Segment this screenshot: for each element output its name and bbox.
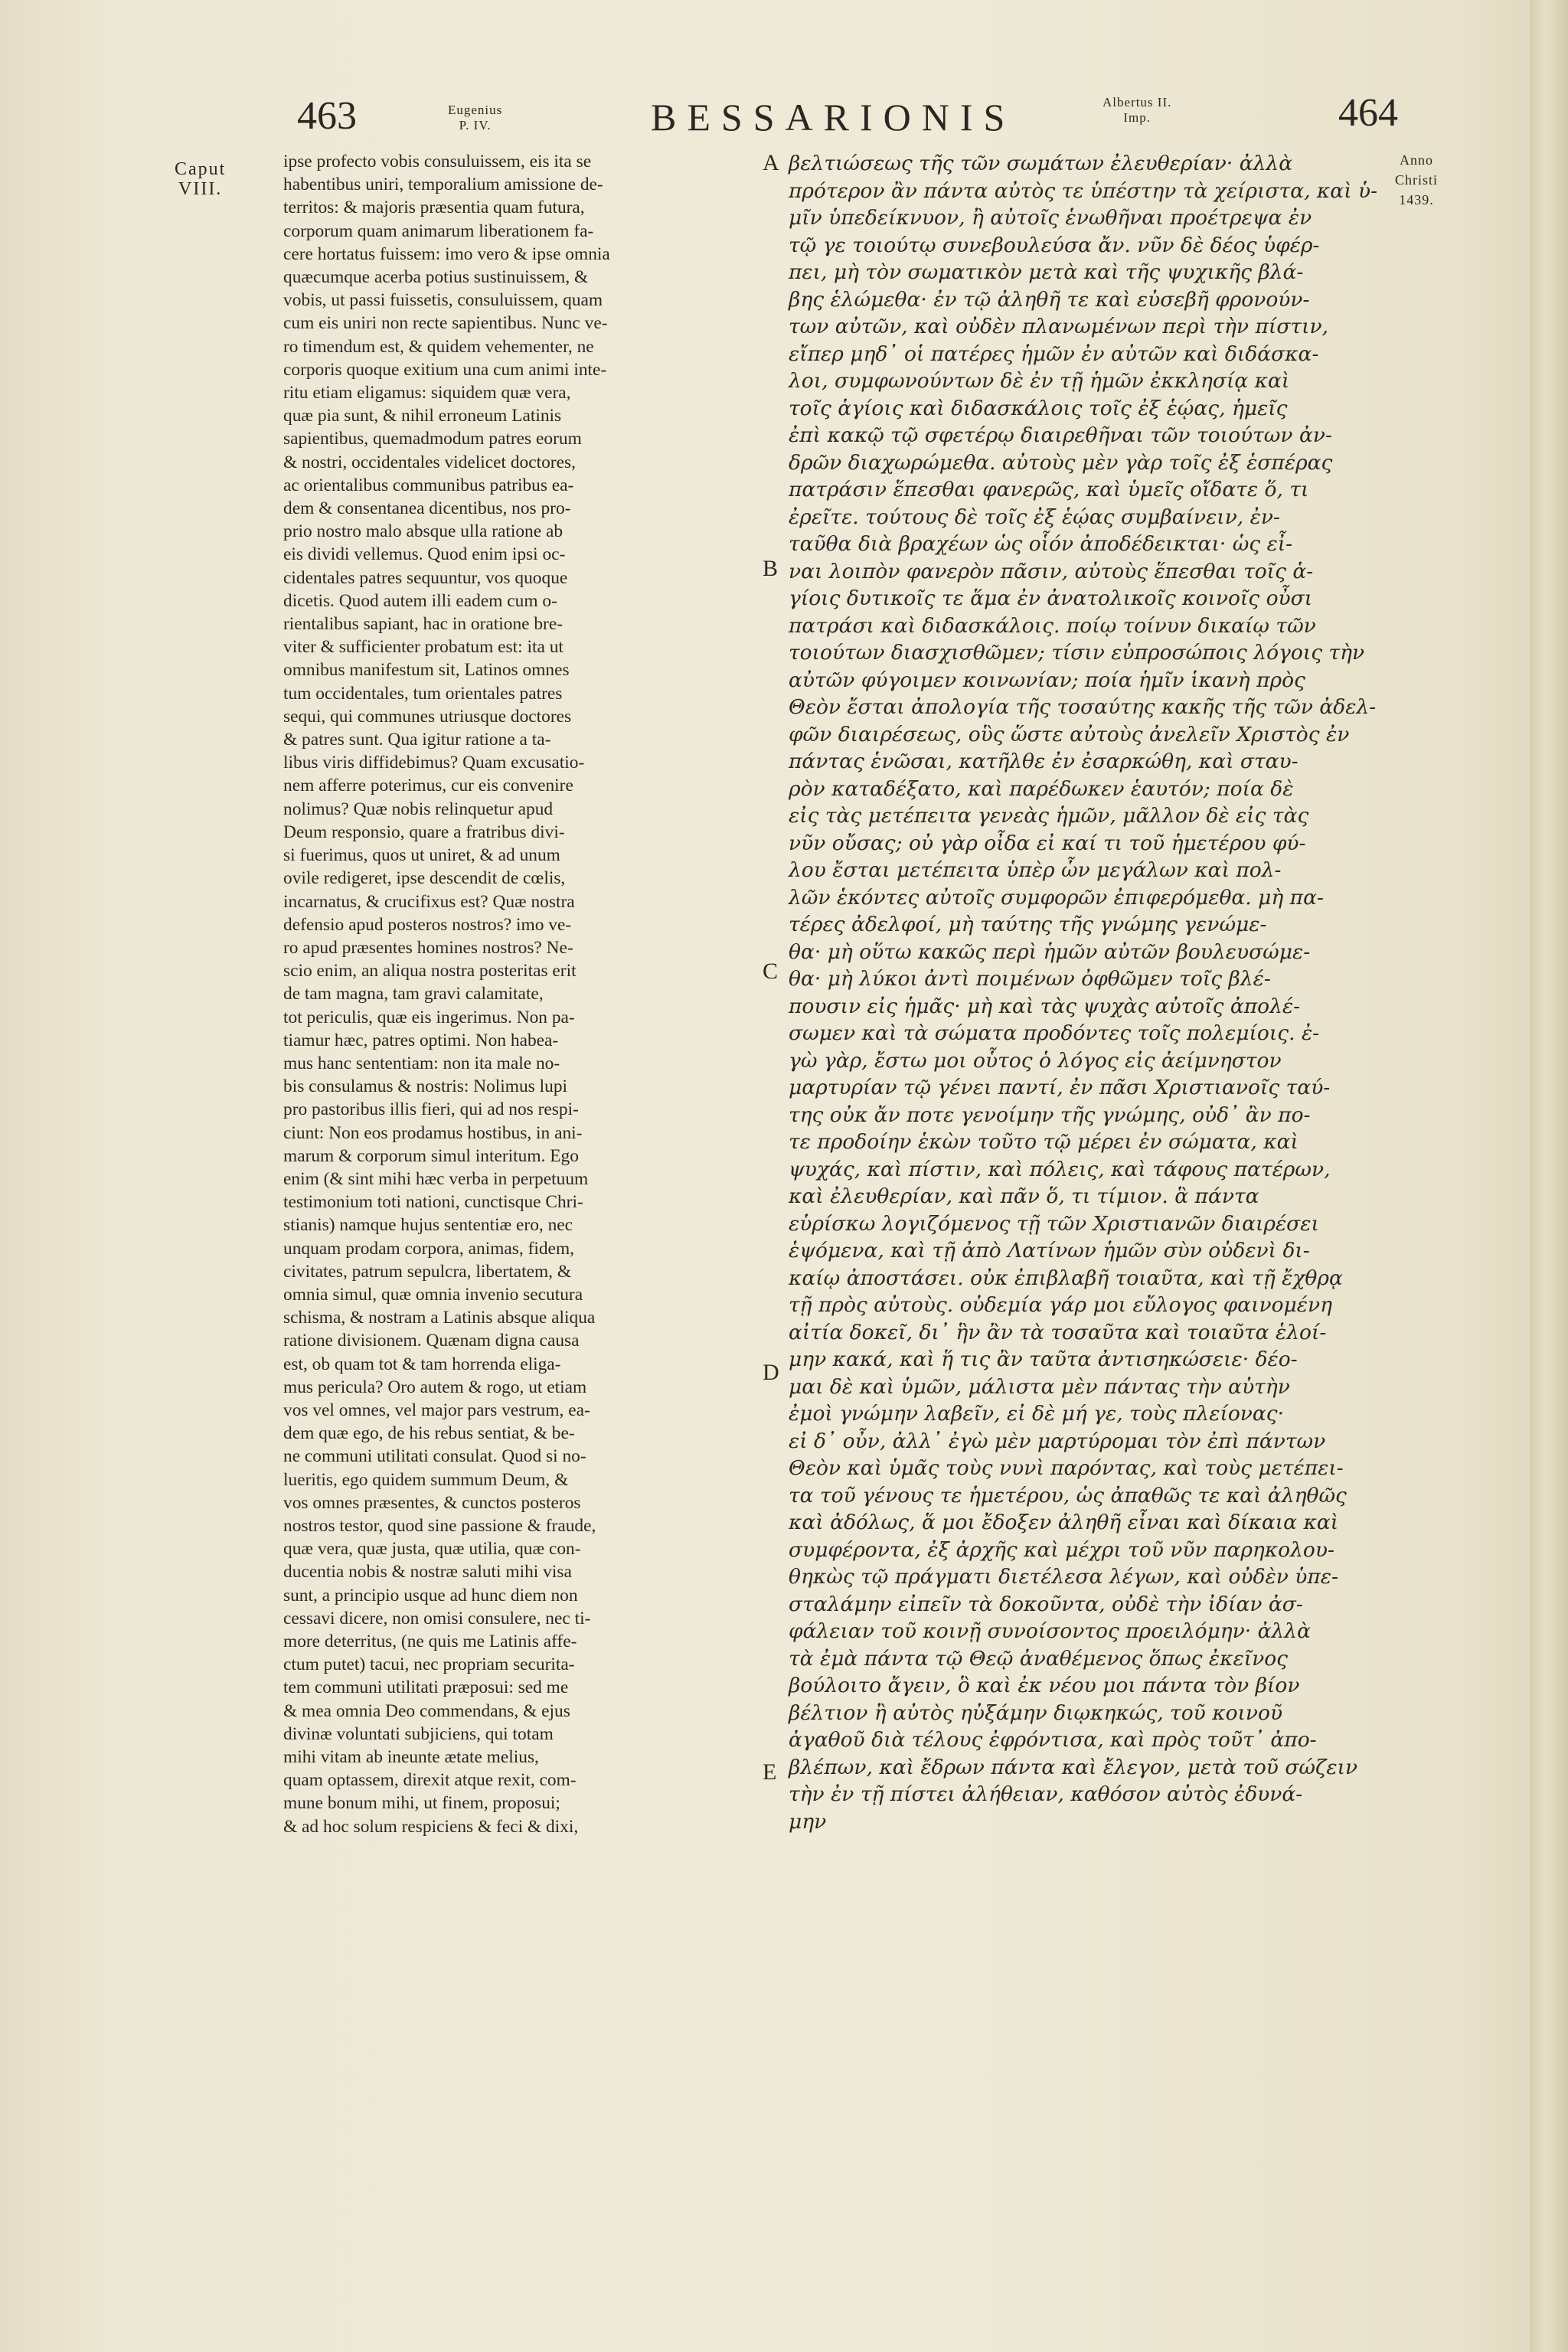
greek-text-line: τὰ ἐμὰ πάντα τῷ Θεῷ ἀναθέμενος ὅπως ἐκεῖνος [789,1646,1289,1671]
pope-number: P. IV. [459,118,492,132]
latin-text-line: tot periculis, quæ eis ingerimus. Non pa- [283,1007,575,1027]
latin-text-line: civitates, patrum sepulcra, libertatem, & [283,1261,572,1282]
latin-text-line: unquam prodam corpora, animas, fidem, [283,1238,574,1259]
latin-text-line: cessavi dicere, non omisi consulere, nec ti- [283,1608,591,1628]
caput-label: Caput [175,159,227,179]
greek-text-line: τε προδοίην ἑκὼν τοῦτο τῷ μέρει ἐν σώματα, καὶ [789,1130,1298,1154]
greek-text-line: φῶν διαιρέσεως, οὓς ὥστε αὐτοὺς ἀνελεῖν Χριστὸς ἐν [789,722,1350,746]
latin-text-line: pro pastoribus illis fieri, qui ad nos respi- [283,1099,579,1120]
greek-text-line: τὴν ἐν τῇ πίστει ἀλήθειαν, καθόσον αὐτὸς ἐδυνά- [789,1782,1303,1806]
greek-text-line: λῶν ἑκόντες αὐτοῖς συμφορῶν ἐπιφερόμεθα. μὴ πα- [789,885,1324,910]
latin-text-line: sunt, a principio usque ad hunc diem non [283,1585,578,1606]
greek-text-line: φάλειαν τοῦ κοινῇ συνοίσοντος προειλόμην· ἀλλὰ [789,1619,1311,1643]
latin-text-line: ducentia nobis & nostræ saluti mihi visa [283,1562,572,1583]
greek-text-line: πάντας ἑνῶσαι, κατῆλθε ἐν ἐσαρκώθη, καὶ σταυ- [789,750,1298,773]
latin-text-line: corporum quam animarum liberationem fa- [283,220,594,241]
greek-text-line: βελτιώσεως τῆς τῶν σωμάτων ἐλευθερίαν· ἀλλὰ [789,152,1293,175]
latin-text-line: lueritis, ego quidem summum Deum, & [283,1469,569,1490]
greek-text-line: ἀγαθοῦ διὰ τέλους ἐφρόντισα, καὶ πρὸς τοῦτ᾽ ἀπο- [789,1728,1317,1752]
latin-text-line: Deum responsio, quare a fratribus divi- [283,822,565,842]
latin-text-line: defensio apud posteros nostros? imo ve- [283,914,572,935]
latin-text-line: quæ vera, quæ justa, quæ utilia, quæ con- [283,1539,581,1560]
latin-text-line: cum eis uniri non recte sapientibus. Nunc ve- [283,313,608,334]
greek-text-line: θα· μὴ λύκοι ἀντὶ ποιμένων ὀφθῶμεν τοῖς βλέ- [789,967,1271,991]
greek-text-line: εἰς τὰς μετέπειτα γενεὰς ἡμῶν, μᾶλλον δὲ εἰς τὰς [789,804,1309,828]
greek-text-line: ψυχάς, καὶ πίστιν, καὶ πόλεις, καὶ τάφους πατέρων, [789,1157,1331,1181]
greek-text-line: της οὐκ ἄν ποτε γενοίμην τῆς γνώμης, οὐδ᾽ ἂν πο- [789,1102,1311,1127]
greek-text-line: ρὸν καταδέξατο, καὶ παρέδωκεν ἑαυτόν; ποία δὲ [789,776,1294,801]
greek-text-line: τέρες ἀδελφοί, μὴ ταύτης τῆς γνώμης γενώμε- [789,913,1267,936]
greek-text-line: πατράσι καὶ διδασκάλοις. ποίῳ τοίνυν δικαίῳ τῶν [789,613,1316,638]
latin-text-line: rientalibus sapiant, hac in oratione bre- [283,614,564,635]
latin-text-line: incarnatus, & crucifixus est? Quæ nostra [283,891,575,912]
greek-text-line: ταῦθα διὰ βραχέων ὡς οἷόν ἀποδέδεικται· ὡς εἶ- [789,532,1293,556]
greek-text-line: ἑψόμενα, καὶ τῇ ἀπὸ Λατίνων ἡμῶν σὺν οὐδενὶ δι- [789,1239,1310,1263]
latin-text-line: divinæ voluntati subjiciens, qui totam [283,1723,554,1744]
year-label: 1439. [1399,192,1434,207]
greek-text-line: πουσιν εἰς ἡμᾶς· μὴ καὶ τὰς ψυχὰς αὐτοῖς ἀπολέ- [789,994,1301,1018]
latin-text-line: schisma, & nostram a Latinis absque aliqua [283,1308,596,1328]
latin-text-line: tum occidentales, tum orientales patres [283,683,563,704]
running-head-right [1102,95,1171,126]
latin-text-line: nem afferre poterimus, cur eis convenire [283,776,573,796]
greek-text-line: καὶ ἀδόλως, ἅ μοι ἔδοξεν ἀληθῆ εἶναι καὶ δίκαια καὶ [789,1511,1339,1534]
pope-label: Eugenius [448,103,503,117]
latin-column [283,150,743,1838]
latin-text-line: bis consulamus & nostris: Nolimus lupi [283,1076,568,1097]
greek-text-line: σωμεν καὶ τὰ σώματα προδόντες τοῖς πολεμίοις. ἐ- [789,1021,1320,1045]
greek-text-line: θα· μὴ οὕτω κακῶς περὶ ἡμῶν αὐτῶν βουλευσώμε- [789,939,1311,964]
latin-text-line: cidentales patres sequuntur, vos quoque [283,567,568,588]
section-marker-b: B [763,556,779,581]
greek-text-line: εὑρίσκω λογιζόμενος τῇ τῶν Χριστιανῶν διαιρέσει [789,1211,1319,1236]
page-number-left: 463 [297,94,357,138]
latin-text-line: de tam magna, tam gravi calamitate, [283,984,544,1004]
latin-text-line: ipse profecto vobis consuluissem, eis ita se [283,152,592,172]
latin-text-line: sapientibus, quemadmodum patres eorum [283,429,582,449]
latin-text-line: corporis quoque exitium una cum animi inte- [283,359,607,380]
greek-text-line: αἰτία δοκεῖ, δι᾽ ἣν ἂν τὰ τοσαῦτα καὶ τοιαῦτα ἑλοί- [789,1320,1327,1344]
page-number-right: 464 [1338,91,1398,135]
latin-text-line: tiamur hæc, patres optimi. Non habea- [283,1030,559,1050]
latin-text-line: & mea omnia Deo commendans, & ejus [283,1700,570,1721]
latin-text-line: ritu etiam eligamus: siquidem quæ vera, [283,383,571,403]
latin-text-line: est, ob quam tot & tam horrenda eliga- [283,1354,561,1374]
latin-text-line: testimonium toti nationi, cunctisque Chri- [283,1192,583,1213]
latin-text-line: cere hortatus fuissem: imo vero & ipse omnia [283,243,610,264]
greek-text-line: πει, μὴ τὸν σωματικὸν μετὰ καὶ τῆς ψυχικῆς βλά- [789,260,1304,284]
section-marker-d: D [763,1360,779,1385]
greek-text-line: σταλάμην εἰπεῖν τὰ δοκοῦντα, οὐδὲ τὴν ἰδίαν ἀσ- [789,1592,1303,1616]
greek-text-line: μαρτυρίαν τῷ γένει παντί, ἐν πᾶσι Χριστιανοῖς ταύ- [789,1076,1331,1099]
greek-text-line: ἐρεῖτε. τούτους δὲ τοῖς ἐξ ἑῴας συμβαίνειν, ἐν- [789,505,1280,529]
page-title: BESSARIONIS [651,96,1016,139]
latin-text-line: ac orientalibus communibus patribus ea- [283,475,574,495]
section-marker-a: A [763,150,779,175]
section-marker-e: E [763,1759,777,1785]
greek-text-line: τῷ γε τοιούτῳ συνεβουλεύσα ἄν. νῦν δὲ δέος ὑφέρ- [789,233,1320,257]
latin-text-line: mihi vitam ab ineunte ætate melius, [283,1747,539,1768]
latin-text-line: libus viris diffidebimus? Quam excusatio- [283,753,585,773]
greek-text-line: πρότερον ἂν πάντα αὐτὸς τε ὑπέστην τὰ χείριστα, καὶ ὑ- [789,178,1378,203]
latin-text-line: tem communi utilitati præposui: sed me [283,1677,569,1698]
greek-text-line: αὐτῶν φύγοιμεν κοινωνίαν; ποία ἡμῖν ἱκανὴ πρὸς [789,668,1305,692]
latin-text-line: si fuerimus, quos ut uniret, & ad unum [283,845,560,866]
latin-text-line: & patres sunt. Qua igitur ratione a ta- [283,730,551,750]
greek-text-line: τῇ πρὸς αὐτοὺς. οὐδεμία γάρ μοι εὔλογος φαινομένη [789,1293,1332,1317]
greek-text-line: μῖν ὑπεδείκνυον, ἢ αὐτοῖς ἑνωθῆναι προέτρεψα ἐν [789,206,1312,230]
greek-text-line: ἐμοὶ γνώμην λαβεῖν, εἰ δὲ μή γε, τοὺς πλείονας· [789,1402,1285,1426]
latin-text-line: ovile redigeret, ipse descendit de cœlis, [283,868,566,889]
latin-text-line: mus pericula? Oro autem & rogo, ut etiam [283,1377,587,1397]
greek-column [789,150,1386,1835]
greek-text-line: καίῳ ἀποστάσει. οὐκ ἐπιβλαβῆ τοιαῦτα, καὶ τῇ ἔχθρᾳ [789,1266,1343,1290]
latin-text-line: ro timendum est, & quidem vehementer, ne [283,336,594,357]
latin-text-line: ctum putet) tacui, nec propriam securita- [283,1655,575,1675]
latin-text-line: quam optassem, direxit atque rexit, com- [283,1770,577,1791]
latin-text-line: habentibus uniri, temporalium amissione de- [283,175,603,195]
greek-text-line: βλέπων, καὶ ἔδρων πάντα καὶ ἔλεγον, μετὰ τοῦ σώζειν [789,1755,1358,1779]
latin-text-line: vos omnes præsentes, & cunctos posteros [283,1492,581,1513]
latin-text-line: & nostri, occidentales videlicet doctores, [283,452,576,472]
emperor-title: Imp. [1123,110,1151,125]
latin-text-line: viter & sufficienter probatum est: ita ut [283,637,564,658]
christi-label: Christi [1395,172,1439,188]
greek-text-line: θηκὼς τῷ πράγματι διετέλεσα λέγων, καὶ οὐδὲν ὑπε- [789,1565,1338,1589]
greek-text-line: μην κακά, καὶ ἥ τις ἂν ταῦτα ἀντισηκώσειε· δέο- [789,1348,1298,1371]
latin-text-line: ciunt: Non eos prodamus hostibus, in ani- [283,1122,583,1143]
greek-text-line: ναι λοιπὸν φανερὸν πᾶσιν, αὐτοὺς ἕπεσθαι τοῖς ἁ- [789,559,1314,583]
emperor-label: Albertus II. [1102,95,1172,109]
latin-text-line: omnibus manifestum sit, Latinos omnes [283,660,570,681]
latin-text-line: dem & consentanea dicentibus, nos pro- [283,498,571,519]
latin-text-line: ne communi utilitati consulat. Quod si no- [283,1446,586,1467]
greek-text-line: μην [789,1809,827,1834]
greek-text-line: νῦν οὔσας; οὐ γὰρ οἶδα εἰ καί τι τοῦ ἡμετέρου φύ- [789,831,1306,855]
anno-label: Anno [1400,152,1433,168]
greek-text-line: γίοις δυτικοῖς τε ἅμα ἐν ἀνατολικοῖς κοινοῖς οὖσι [789,586,1313,610]
latin-text-line: marum & corporum simul interitum. Ego [283,1145,579,1166]
greek-text-line: βης ἑλώμεθα· ἐν τῷ ἀληθῆ τε καὶ εὐσεβῆ φρονούν- [789,287,1310,312]
greek-text-line: εἴπερ μηδ᾽ οἱ πατέρες ἡμῶν ἐν αὐτῶν καὶ διδάσκα- [789,341,1319,366]
latin-text-line: stianis) namque hujus sententiæ ero, nec [283,1215,573,1236]
greek-text-line: δρῶν διαχωρώμεθα. αὐτοὺς μὲν γὰρ τοῖς ἐξ ἑσπέρας [789,450,1333,475]
greek-text-line: Θεὸν ἔσται ἀπολογία τῆς τοσαύτης κακῆς τῆς τῶν ἀδελ- [789,695,1377,719]
greek-text-line: ἐπὶ κακῷ τῷ σφετέρῳ διαιρεθῆναι τῶν τοιούτων ἀν- [789,423,1332,447]
greek-text-line: μαι δὲ καὶ ὑμῶν, μάλιστα μὲν πάντας τὴν αὐτὴν [789,1374,1290,1399]
latin-text-line: more deterritus, (ne quis me Latinis affe- [283,1632,577,1651]
section-marker-c: C [763,959,779,984]
greek-text-line: τοῖς ἁγίοις καὶ διδασκάλοις τοῖς ἐξ ἑῴας, ἡμεῖς [789,396,1288,420]
greek-text-line: των αὐτῶν, καὶ οὐδὲν πλανωμένων περὶ τὴν πίστιν, [789,315,1328,338]
greek-text-line: λοι, συμφωνούντων δὲ ἐν τῇ ἡμῶν ἐκκλησίᾳ καὶ [789,369,1290,393]
latin-text-line: enim (& sint mihi hæc verba in perpetuum [283,1168,589,1189]
year-marker [1395,150,1438,210]
greek-text-line: Θεὸν καὶ ὑμᾶς τοὺς νυνὶ παρόντας, καὶ τοὺς μετέπει- [789,1456,1344,1480]
greek-text-line: πατράσιν ἕπεσθαι φανερῶς, καὶ ὑμεῖς οἴδατε ὅ, τι [789,478,1309,501]
chapter-marker [175,159,226,199]
facing-page-edge [1530,0,1568,2352]
latin-text-line: mune bonum mihi, ut finem, proposui; [283,1793,560,1814]
greek-text-line: καὶ ἐλευθερίαν, καὶ πᾶν ὅ, τι τίμιον. ἃ πάντα [789,1184,1259,1208]
latin-text-line: nolimus? Quæ nobis relinquetur apud [283,799,554,819]
greek-text-line: εἰ δ᾽ οὖν, ἀλλ᾽ ἐγὼ μὲν μαρτύρομαι τὸν ἐπὶ πάντων [789,1429,1326,1453]
latin-text-line: prio nostro malo absque ulla ratione ab [283,521,564,542]
latin-text-line: quæcumque acerba potius sustinuissem, & [283,267,589,288]
greek-text-line: τα τοῦ γένους τε ἡμετέρου, ὡς ἀπαθῶς τε καὶ ἀληθῶς [789,1483,1347,1508]
latin-text-line: & ad hoc solum respiciens & feci & dixi, [283,1816,579,1837]
latin-text-line: ratione divisionem. Quænam digna causa [283,1331,580,1351]
greek-text-line: λου ἔσται μετέπειτα ὑπὲρ ὧν μεγάλων καὶ πολ- [789,858,1282,882]
latin-text-line: quæ pia sunt, & nihil erroneum Latinis [283,406,562,426]
latin-text-line: territos: & majoris præsentia quam futura, [283,198,585,218]
latin-text-line: scio enim, an aliqua nostra posteritas erit [283,961,577,982]
latin-text-line: sequi, qui communes utriusque doctores [283,706,572,727]
running-head-left [448,103,502,133]
latin-text-line: mus hanc sententiam: non ita male no- [283,1053,560,1073]
latin-text-line: dem quæ ego, de his rebus sentiat, & be- [283,1423,575,1444]
latin-text-line: vos vel omnes, vel major pars vestrum, ea- [283,1400,590,1420]
latin-text-line: dicetis. Quod autem illi eadem cum o- [283,590,557,611]
latin-text-line: eis dividi vellemus. Quod enim ipsi oc- [283,544,566,565]
greek-text-line: συμφέροντα, ἐξ ἀρχῆς καὶ μέχρι τοῦ νῦν παρηκολου- [789,1537,1334,1562]
greek-text-line: γὼ γὰρ, ἔστω μοι οὗτος ὁ λόγος εἰς ἀείμνηστον [789,1048,1282,1073]
greek-text-line: βούλοιτο ἄγειν, ὃ καὶ ἐκ νέου μοι πάντα τὸν βίον [789,1674,1300,1697]
latin-text-line: nostros testor, quod sine passione & fraude, [283,1515,596,1536]
greek-text-line: τοιούτων διασχισθῶμεν; τίσιν εὐπροσώποις λόγοις τὴν [789,641,1365,665]
chapter-number: VIII. [178,179,223,199]
latin-text-line: omnia simul, quæ omnia invenio secutura [283,1284,583,1305]
latin-text-line: vobis, ut passi fuissetis, consuluissem, quam [283,290,603,311]
greek-text-line: βέλτιον ἢ αὐτὸς ηὐξάμην διῳκηκώς, τοῦ κοινοῦ [789,1700,1283,1725]
latin-text-line: ro apud præsentes homines nostros? Ne- [283,937,573,958]
